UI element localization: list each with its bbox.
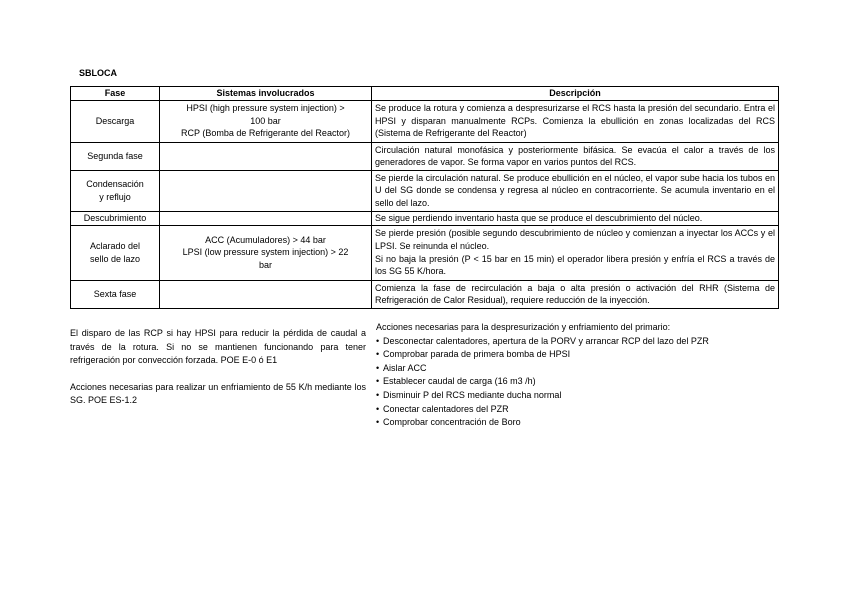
list-item: • Desconectar calentadores, apertura de la PORV y arrancar RCP del lazo del PZR [376,335,776,349]
list-item: • Comprobar parada de primera bomba de HPSI [376,348,776,362]
bullet-icon: • [376,349,380,360]
table-row [71,170,779,211]
table-row [71,211,779,225]
descripcion-cell: Se produce la rotura y comienza a despresurizarse el RCS hasta la presión del secundario. Entra el HPSI y disparan manualmente RCPs. Comienza la ebullición en zonas localizadas del RCS (Sistema de Refrigerante del Reactor) [372,100,779,142]
fase-cell: Descarga [71,100,160,142]
descripcion-cell: Comienza la fase de recirculación a baja o alta presión o activación del RHR (Sistema de Refrigeración de Calor Residual), requiere reducción de la inyección. [372,280,779,308]
list-item: • Aislar ACC [376,362,776,376]
fase-cell: Condensación y reflujo [71,170,160,211]
bullet-icon: • [376,362,380,373]
header-descripcion: Descripción [372,87,779,101]
sistemas-cell [160,280,372,308]
descripcion-cell: Se sigue perdiendo inventario hasta que se produce el descubrimiento del núcleo. [372,211,779,225]
descripcion-cell: Se pierde presión (posible segundo descubrimiento de núcleo y comienzan a inyectar los ACCs y el LPSI. Se reinunda el núcleo. Si no baja la presión (P < 15 bar en 15 min) el operador libera presión y enfría el RCS a través de los SG 55 K/hora. [372,225,779,280]
list-item: • Conectar calentadores del PZR [376,403,776,417]
right-notes [376,321,776,430]
sistemas-cell [160,211,372,225]
sistemas-cell [160,142,372,170]
descripcion-cell: Circulación natural monofásica y posteriormente bifásica. Se evacúa el calor a través de los generadores de vapor. Se forma vapor en varios puntos del RCS. [372,142,779,170]
page-title: SBLOCA [79,68,117,78]
bullet-icon: • [376,376,380,387]
sistemas-cell: ACC (Acumuladores) > 44 bar LPSI (low pressure system injection) > 22 bar [160,225,372,280]
actions-heading: Acciones necesarias para la despresurización y enfriamiento del primario: [376,322,671,332]
table-header-row [71,87,779,101]
header-sistemas: Sistemas involucrados [160,87,372,101]
header-fase: Fase [71,87,160,101]
fase-cell: Aclarado del sello de lazo [71,225,160,280]
fase-cell: Sexta fase [71,280,160,308]
fase-cell: Segunda fase [71,142,160,170]
table-row [71,100,779,142]
table-row [71,225,779,280]
sistemas-cell: HPSI (high pressure system injection) > 100 bar RCP (Bomba de Refrigerante del Reactor) [160,100,372,142]
fase-cell: Descubrimiento [71,211,160,225]
table-row [71,142,779,170]
bullet-icon: • [376,389,380,400]
bullet-icon: • [376,403,380,414]
list-item: • Comprobar concentración de Boro [376,416,776,430]
sistemas-cell [160,170,372,211]
descripcion-cell: Se pierde la circulación natural. Se produce ebullición en el núcleo, el vapor sube hacia los tubos en U del SG donde se condensa y regresa al núcleo en contracorriente. Se acumula inventario en el sello del lazo. [372,170,779,211]
cooldown-note: Acciones necesarias para realizar un enfriamiento de 55 K/h mediante los SG. POE ES-1.2 [70,381,366,405]
rcp-trip-note: El disparo de las RCP si hay HPSI para reducir la pérdida de caudal a través de la rotura. Si no se mantienen funcionando para tener refrigeración por convección forzada. POE E-0 ó E1 [70,328,366,365]
table-row [71,280,779,308]
bullet-icon: • [376,417,380,428]
list-item: • Establecer caudal de carga (16 m3 /h) [376,375,776,389]
left-notes [70,327,366,421]
sbloca-phases-table [70,86,779,309]
actions-list [376,335,776,430]
list-item: • Disminuir P del RCS mediante ducha normal [376,389,776,403]
bullet-icon: • [376,335,380,346]
